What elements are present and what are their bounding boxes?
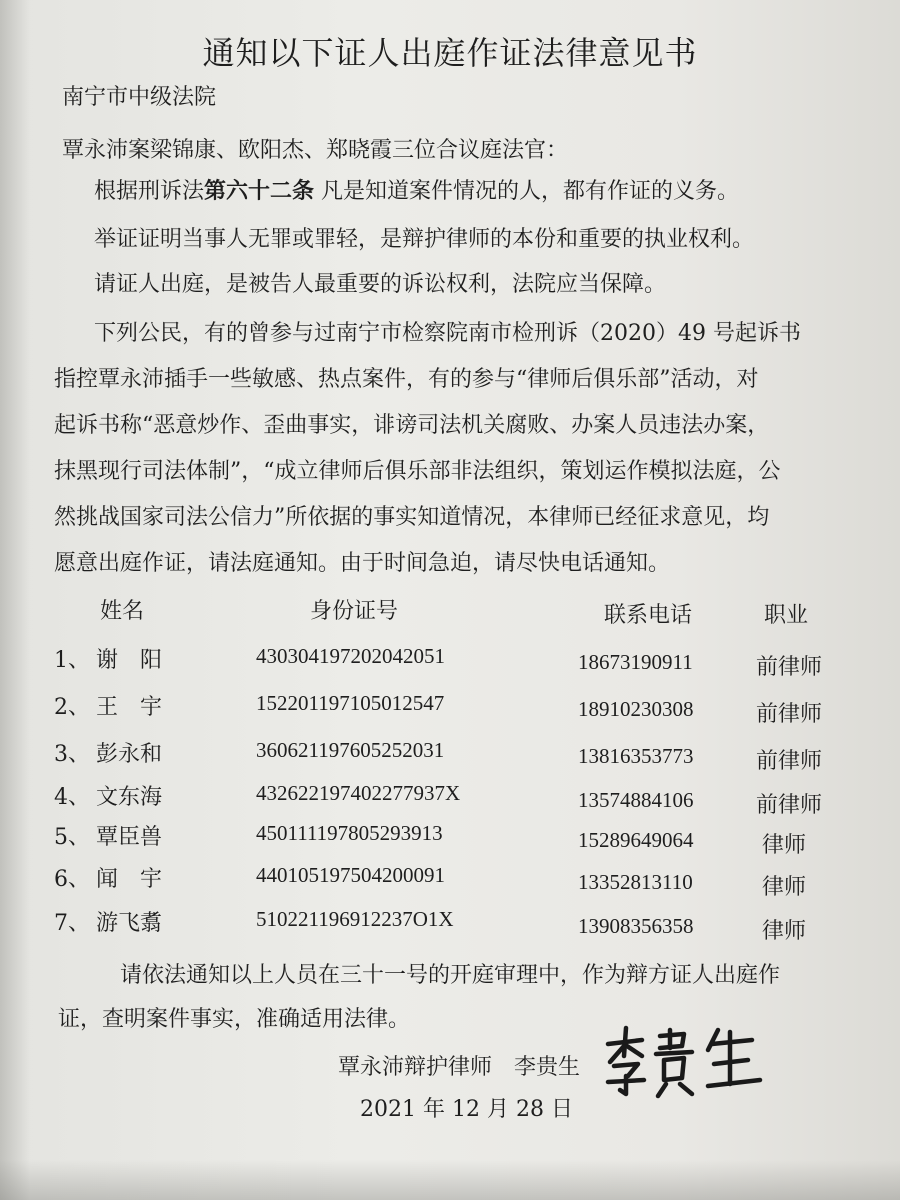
paragraph-witness-right: 请证人出庭，是被告人最重要的诉讼权利，法院应当保障。 (94, 272, 667, 297)
row-number: 3、 (54, 742, 90, 767)
paragraph-witness-line: 愿意出庭作证，请法庭通知。由于时间急迫，请尽快电话通知。 (54, 551, 671, 576)
document-date: 2021 年 12 月 28 日 (360, 1097, 573, 1122)
witness-name: 文东海 (96, 785, 163, 810)
witness-id-number: 510221196912237O1X (256, 907, 454, 931)
paragraph-witness-line: 起诉书称“恶意炒作、歪曲事实，诽谤司法机关腐败、办案人员违法办案， (54, 413, 770, 438)
page-shadow-bottom (0, 1160, 900, 1200)
witness-occupation: 律师 (762, 875, 807, 900)
row-number: 2、 (54, 695, 90, 720)
witness-name: 游飞翥 (96, 911, 163, 936)
header-occupation: 职业 (764, 603, 809, 628)
witness-occupation: 前律师 (756, 793, 823, 818)
witness-phone: 13816353773 (578, 744, 694, 768)
witness-occupation: 前律师 (756, 702, 823, 727)
witness-id-number: 450111197805293913 (256, 821, 443, 845)
closing-line: 请依法通知以上人员在三十一号的开庭审理中，作为辩方证人出庭作 (120, 963, 781, 988)
witness-name: 闻 宇 (96, 867, 163, 892)
witness-name: 谢 阳 (96, 648, 163, 673)
witness-name: 王 宇 (96, 695, 163, 720)
witness-name: 覃臣兽 (96, 825, 163, 850)
row-number: 5、 (54, 825, 90, 850)
paragraph-burden-of-proof: 举证证明当事人无罪或罪轻，是辩护律师的本份和重要的执业权利。 (94, 227, 755, 252)
witness-id-number: 360621197605252031 (256, 738, 445, 762)
header-name: 姓名 (100, 599, 145, 624)
paragraph-witness-line: 然挑战国家司法公信力”所依据的事实知道情况，本律师已经征求意见，均 (54, 505, 770, 530)
witness-id-number: 440105197504200091 (256, 863, 445, 887)
witness-occupation: 律师 (762, 919, 807, 944)
paragraph-witness-line: 抹黑现行司法体制”，“成立律师后俱乐部非法组织，策划运作模拟法庭，公 (54, 459, 781, 484)
row-number: 4、 (54, 785, 90, 810)
witness-phone: 15289649064 (578, 828, 694, 852)
court-name: 南宁市中级法院 (62, 85, 217, 110)
witness-name: 彭永和 (96, 742, 163, 767)
article-text: 凡是知道案件情况的人，都有作证的义务。 (314, 179, 740, 204)
witness-occupation: 前律师 (756, 749, 823, 774)
witness-occupation: 律师 (762, 833, 807, 858)
paragraph-article (94, 174, 739, 205)
signer-role: 覃永沛辩护律师 (338, 1055, 493, 1080)
witness-id-number: 432622197402277937X (256, 781, 461, 805)
row-number: 1、 (54, 648, 90, 673)
witness-id-number: 152201197105012547 (256, 691, 445, 715)
document-title: 通知以下证人出庭作证法律意见书 (202, 34, 698, 72)
paragraph-witness-line: 下列公民，有的曾参与过南宁市检察院南市检刑诉（2020）49 号起诉书 (94, 321, 801, 346)
witness-phone: 18673190911 (578, 650, 693, 674)
addressee: 覃永沛案梁锦康、欧阳杰、郑晓霞三位合议庭法官： (62, 138, 569, 163)
closing-line: 证，查明案件事实，准确适用法律。 (58, 1007, 411, 1032)
witness-phone: 13574884106 (578, 788, 694, 812)
witness-phone: 18910230308 (578, 697, 694, 721)
witness-phone: 13908356358 (578, 914, 694, 938)
row-number: 7、 (54, 911, 90, 936)
article-number: 第六十二条 (204, 178, 315, 204)
signer-name: 李贵生 (514, 1055, 581, 1080)
page-shadow-left (0, 0, 30, 1200)
row-number: 6、 (54, 867, 90, 892)
article-prefix: 根据刑诉法 (94, 179, 205, 204)
paragraph-witness-line: 指控覃永沛插手一些敏感、热点案件，有的参与“律师后俱乐部”活动，对 (54, 367, 759, 392)
header-phone: 联系电话 (604, 603, 693, 628)
witness-occupation: 前律师 (756, 655, 823, 680)
header-id-number: 身份证号 (310, 599, 399, 624)
witness-phone: 13352813110 (578, 870, 693, 894)
handwritten-signature (600, 1022, 770, 1102)
witness-id-number: 430304197202042051 (256, 644, 445, 668)
